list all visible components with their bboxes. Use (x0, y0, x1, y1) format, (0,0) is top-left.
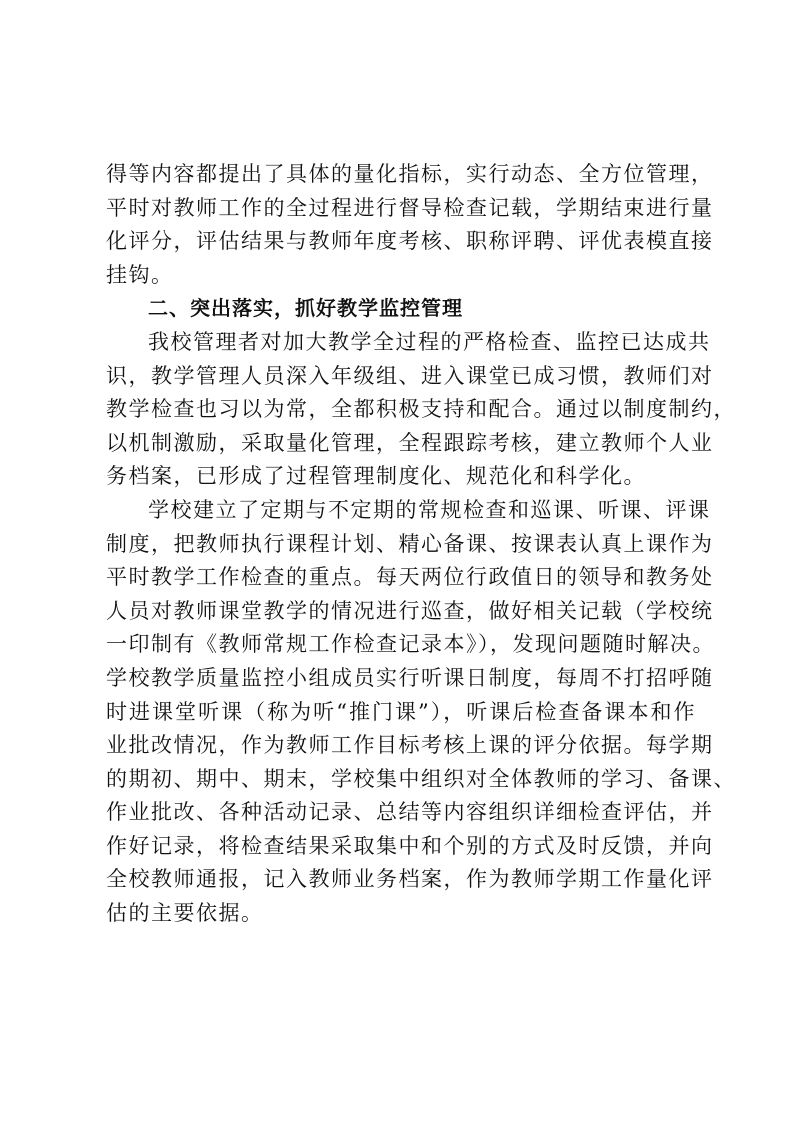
text-line: 以机制激励，采取量化管理，全程跟踪考核，建立教师个人业 (106, 430, 714, 455)
text-line: 学校教学质量监控小组成员实行听课日制度，每周不打招呼随 (106, 665, 714, 690)
text-line: 全校教师通报，记入教师业务档案，作为教师学期工作量化评 (106, 867, 714, 892)
text-line: 识，教学管理人员深入年级组、进入课堂已成习惯，教师们对 (106, 363, 714, 388)
text-line: 挂钩。 (106, 262, 174, 287)
text-line: 平时教学工作检查的重点。每天两位行政值日的领导和教务处 (106, 565, 714, 590)
text-line: 时进课堂听课（称为听“推门课”），听课后检查备课本和作 (106, 699, 696, 724)
text-line: 一印制有《教师常规工作检查记录本》），发现问题随时解决。 (106, 632, 715, 657)
text-line: 务档案，已形成了过程管理制度化、规范化和科学化。 (106, 464, 646, 489)
text-line: 作业批改、各种活动记录、总结等内容组织详细检查评估，并 (106, 800, 714, 825)
text-line: 学校建立了定期与不定期的常规检查和巡课、听课、评课 (148, 497, 711, 522)
paragraph-1 (106, 158, 714, 292)
document-body (106, 158, 736, 931)
text-line: 教学检查也习以为常，全都积极支持和配合。通过以制度制约， (106, 397, 736, 422)
text-line: 作好记录，将检查结果采取集中和个别的方式及时反馈，并向 (106, 833, 714, 858)
text-line: 化评分，评估结果与教师年度考核、职称评聘、评优表模直接 (106, 229, 714, 254)
text-line: 估的主要依据。 (106, 901, 264, 926)
text-line: 得等内容都提出了具体的量化指标，实行动态、全方位管理， (106, 162, 714, 186)
text-line: 业批改情况，作为教师工作目标考核上课的评分依据。每学期 (106, 733, 714, 758)
text-line: 的期初、期中、期末，学校集中组织对全体教师的学习、备课、 (106, 766, 736, 791)
paragraph-3 (106, 494, 736, 931)
paragraph-2 (106, 326, 736, 494)
text-line: 平时对教师工作的全过程进行督导检查记载，学期结束进行量 (106, 195, 714, 220)
text-line: 人员对教师课堂教学的情况进行巡查，做好相关记载（学校统 (106, 598, 714, 623)
text-line: 我校管理者对加大教学全过程的严格检查、监控已达成共 (148, 329, 711, 354)
text-line: 制度，把教师执行课程计划、精心备课、按课表认真上课作为 (106, 531, 714, 556)
section-heading: 二、突出落实，抓好教学监控管理 (148, 296, 463, 321)
